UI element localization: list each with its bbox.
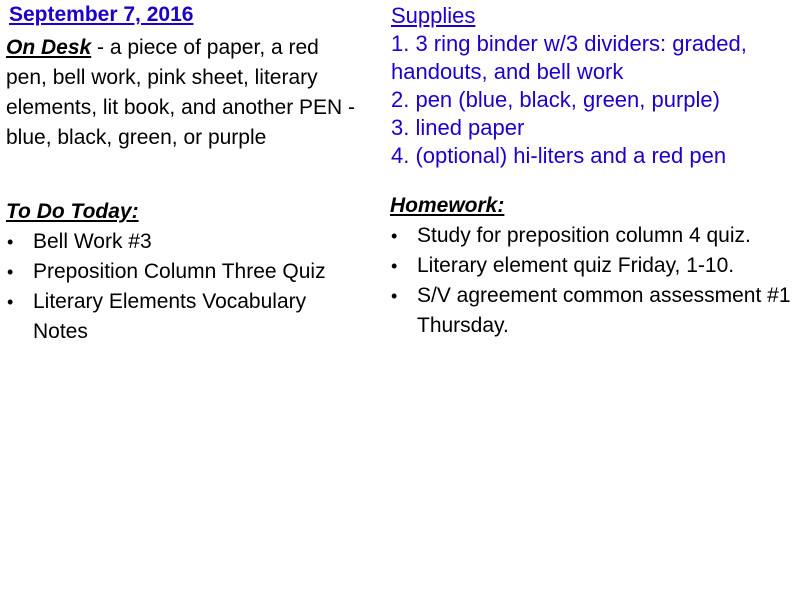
list-item (6, 287, 366, 347)
list-item (390, 251, 800, 281)
on-desk-paragraph (6, 33, 358, 153)
bullet-icon: • (7, 232, 14, 252)
homework-list (390, 221, 800, 341)
bullet-icon: • (391, 286, 398, 306)
homework-item-text: Study for preposition column 4 quiz. (417, 224, 751, 247)
page-date: September 7, 2016 (9, 3, 194, 26)
supplies-item: 2. pen (blue, black, green, purple) (391, 87, 720, 112)
supplies-title: Supplies (391, 3, 476, 28)
homework-item-text: Literary element quiz Friday, 1-10. (417, 254, 735, 277)
on-desk-text: - a piece of paper, a red pen, bell work, pink sheet, literary elements, lit book, and another PEN - blue, black, green, or purple (6, 36, 356, 149)
todo-list (6, 227, 366, 347)
list-item (390, 221, 800, 251)
bullet-icon: • (7, 292, 14, 312)
todo-item-text: Bell Work #3 (33, 230, 152, 253)
todo-item-text: Preposition Column Three Quiz (33, 260, 326, 283)
supplies-item: 3. lined paper (391, 115, 525, 140)
supplies-item: 1. 3 ring binder w/3 dividers: graded, handouts, and bell work (391, 31, 747, 84)
todo-item-text: Literary Elements Vocabulary Notes (33, 290, 307, 343)
homework-item-text: S/V agreement common assessment #1 Thursday. (417, 284, 791, 337)
list-item (6, 227, 366, 257)
on-desk-label: On Desk (6, 36, 92, 59)
homework-heading: Homework: (390, 194, 505, 217)
bullet-icon: • (391, 256, 398, 276)
todo-heading: To Do Today: (6, 200, 139, 223)
supplies-list (391, 30, 800, 170)
list-item (6, 257, 366, 287)
bullet-icon: • (7, 262, 14, 282)
bullet-icon: • (391, 226, 398, 246)
supplies-item: 4. (optional) hi-liters and a red pen (391, 143, 727, 168)
list-item (390, 281, 800, 341)
